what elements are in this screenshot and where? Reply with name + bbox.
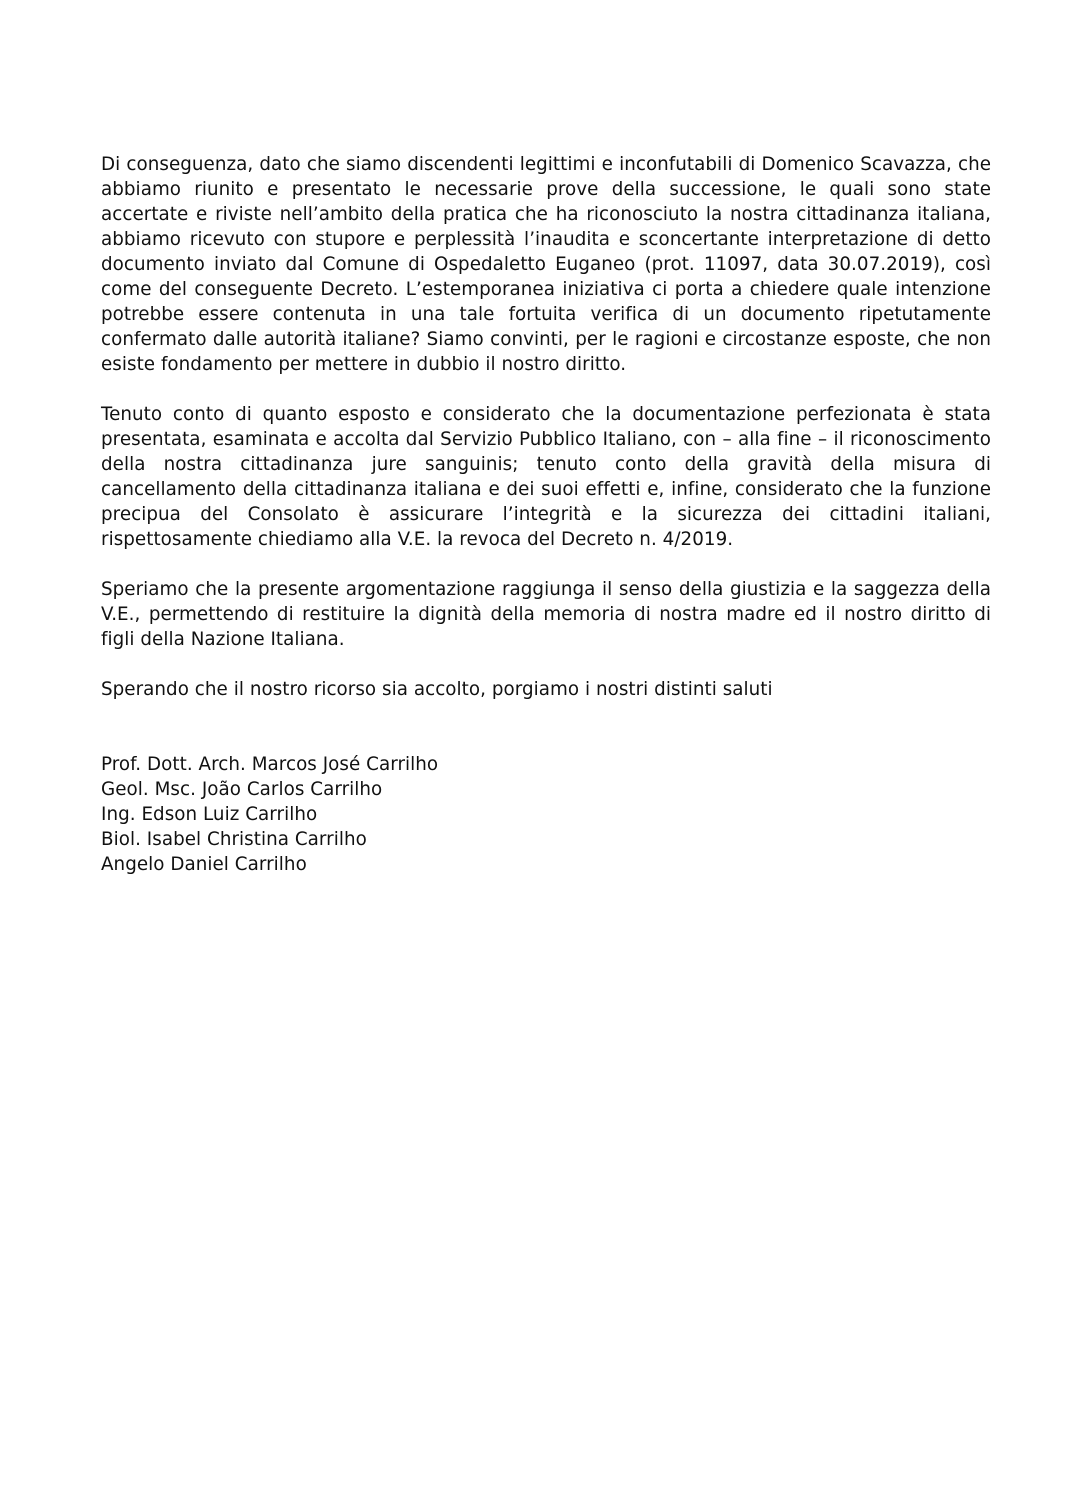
paragraph-request: Tenuto conto di quanto esposto e considerato che la documentazione perfezionata è stata presentata, esaminata e accolta dal Servizio Pubblico Italiano, con – alla fine – il riconoscimento della nostra cittadinanza jure sanguinis; tenuto conto della gravità della misura di cancellamento della cittadinanza italiana e dei suoi effetti e, infine, considerato che la funzione precipua del Consolato è assicurare l’integrità e la sicurezza dei cittadini italiani, rispettosamente chiediamo alla V.E. la revoca del Decreto n. 4/2019.	[101, 404, 991, 550]
signature-line: Angelo Daniel Carrilho	[101, 854, 307, 875]
signature-line: Prof. Dott. Arch. Marcos José Carrilho	[101, 754, 439, 775]
signature-line: Geol. Msc. João Carlos Carrilho	[101, 779, 383, 800]
signature-line: Ing. Edson Luiz Carrilho	[101, 804, 318, 825]
signature-line: Biol. Isabel Christina Carrilho	[101, 829, 367, 850]
letter-body	[101, 152, 991, 877]
paragraph-consequence: Di conseguenza, dato che siamo discendenti legittimi e inconfutabili di Domenico Scavazza, che abbiamo riunito e presentato le necessarie prove della successione, le quali sono state accertate e riviste nell’ambito della pratica che ha riconosciuto la nostra cittadinanza italiana, abbiamo ricevuto con stupore e perplessità l’inaudita e sconcertante interpretazione di detto documento inviato dal Comune di Ospedaletto Euganeo (prot. 11097, data 30.07.2019), così come del conseguente Decreto. L’estemporanea iniziativa ci porta a chiedere quale intenzione potrebbe essere contenuta in una tale fortuita verifica di un documento ripetutamente confermato dalle autorità italiane? Siamo convinti, per le ragioni e circostanze esposte, che non esiste fondamento per mettere in dubbio il nostro diritto.	[101, 154, 991, 375]
paragraph-hope: Speriamo che la presente argomentazione raggiunga il senso della giustizia e la saggezza della V.E., permettendo di restituire la dignità della memoria di nostra madre ed il nostro diritto di figli della Nazione Italiana.	[101, 579, 991, 650]
closing-greeting: Sperando che il nostro ricorso sia accolto, porgiamo i nostri distinti saluti	[101, 679, 773, 700]
signature-block	[101, 752, 991, 877]
